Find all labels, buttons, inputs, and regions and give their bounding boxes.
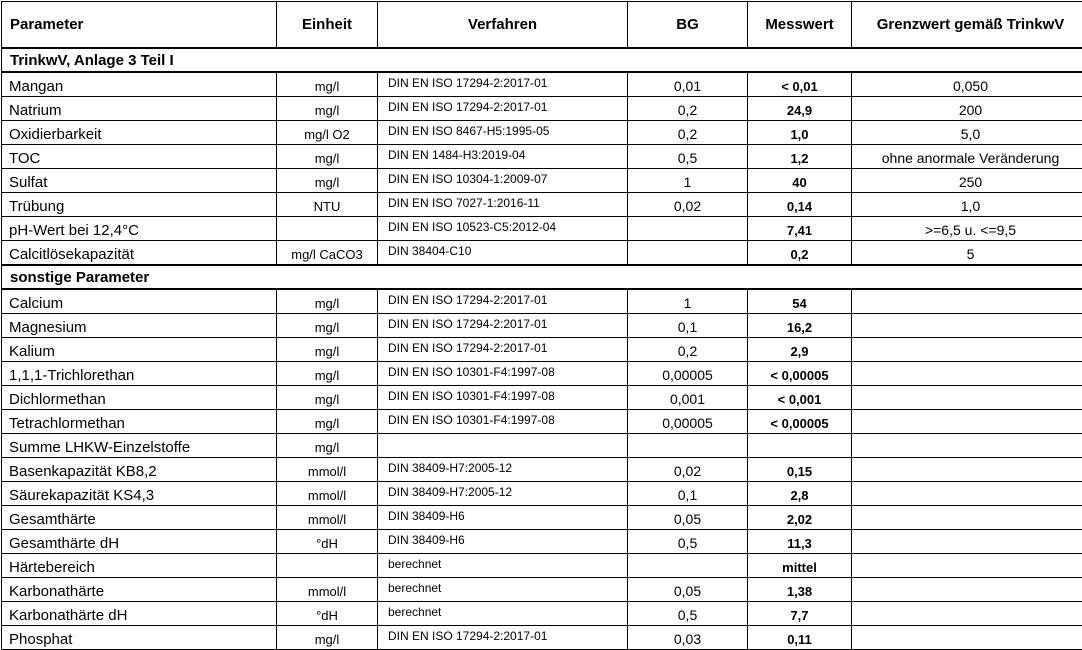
measured-value-cell: 0,11	[748, 626, 852, 650]
parameter-cell: 1,1,1-Trichlorethan	[2, 362, 277, 386]
table-header	[2, 2, 1082, 49]
table-row	[2, 169, 1082, 193]
measured-value-cell: 0,2	[748, 241, 852, 266]
table-row	[2, 578, 1082, 602]
parameter-cell: Säurekapazität KS4,3	[2, 482, 277, 506]
parameter-cell: Trübung	[2, 193, 277, 217]
parameter-cell: Kalium	[2, 338, 277, 362]
bg-cell	[628, 434, 748, 458]
bg-cell: 0,02	[628, 193, 748, 217]
method-cell: DIN 38409-H6	[378, 506, 628, 530]
parameter-cell: Phosphat	[2, 626, 277, 650]
measured-value-cell: 0,15	[748, 458, 852, 482]
unit-cell: mg/l	[277, 434, 378, 458]
table-row	[2, 554, 1082, 578]
table-row	[2, 434, 1082, 458]
method-cell: DIN EN ISO 10301-F4:1997-08	[378, 386, 628, 410]
method-cell: berechnet	[378, 602, 628, 626]
header-row	[2, 2, 1082, 49]
parameter-cell: Gesamthärte dH	[2, 530, 277, 554]
method-cell: DIN 38409-H6	[378, 530, 628, 554]
unit-cell: mmol/l	[277, 506, 378, 530]
measured-value-cell: < 0,01	[748, 72, 852, 97]
bg-cell: 0,5	[628, 530, 748, 554]
unit-cell: mg/l	[277, 97, 378, 121]
parameter-cell: pH-Wert bei 12,4°C	[2, 217, 277, 241]
unit-cell: mg/l	[277, 314, 378, 338]
bg-cell: 0,05	[628, 578, 748, 602]
table-row	[2, 362, 1082, 386]
method-cell: DIN EN ISO 8467-H5:1995-05	[378, 121, 628, 145]
method-cell: DIN EN ISO 17294-2:2017-01	[378, 626, 628, 650]
parameter-cell: Karbonathärte dH	[2, 602, 277, 626]
measured-value-cell: 0,14	[748, 193, 852, 217]
table-row	[2, 193, 1082, 217]
bg-cell: 0,02	[628, 458, 748, 482]
header-parameter: Parameter	[2, 2, 277, 49]
measured-value-cell: 1,0	[748, 121, 852, 145]
bg-cell: 0,2	[628, 338, 748, 362]
measured-value-cell: 40	[748, 169, 852, 193]
section-title: TrinkwV, Anlage 3 Teil I	[2, 48, 1082, 72]
limit-value-cell: >=6,5 u. <=9,5	[852, 217, 1082, 241]
analysis-results-table	[1, 1, 1082, 650]
header-method: Verfahren	[378, 2, 628, 49]
table-row	[2, 386, 1082, 410]
table-row	[2, 289, 1082, 314]
measured-value-cell: mittel	[748, 554, 852, 578]
table-row	[2, 410, 1082, 434]
table-row	[2, 530, 1082, 554]
unit-cell: °dH	[277, 530, 378, 554]
unit-cell: mg/l	[277, 289, 378, 314]
unit-cell: mg/l O2	[277, 121, 378, 145]
measured-value-cell: 2,02	[748, 506, 852, 530]
limit-value-cell	[852, 434, 1082, 458]
limit-value-cell	[852, 530, 1082, 554]
unit-cell	[277, 217, 378, 241]
unit-cell: mg/l CaCO3	[277, 241, 378, 266]
limit-value-cell	[852, 482, 1082, 506]
method-cell: DIN EN ISO 17294-2:2017-01	[378, 72, 628, 97]
table-row	[2, 338, 1082, 362]
unit-cell: mg/l	[277, 386, 378, 410]
bg-cell: 0,5	[628, 145, 748, 169]
method-cell: DIN 38409-H7:2005-12	[378, 458, 628, 482]
limit-value-cell: 5,0	[852, 121, 1082, 145]
table-body	[2, 48, 1082, 650]
unit-cell: mmol/l	[277, 578, 378, 602]
header-unit: Einheit	[277, 2, 378, 49]
unit-cell: mg/l	[277, 72, 378, 97]
method-cell: DIN EN ISO 17294-2:2017-01	[378, 97, 628, 121]
unit-cell: mg/l	[277, 626, 378, 650]
bg-cell: 0,5	[628, 602, 748, 626]
parameter-cell: Härtebereich	[2, 554, 277, 578]
limit-value-cell: 5	[852, 241, 1082, 266]
unit-cell: mg/l	[277, 362, 378, 386]
method-cell: DIN EN 1484-H3:2019-04	[378, 145, 628, 169]
table-row	[2, 97, 1082, 121]
limit-value-cell	[852, 506, 1082, 530]
measured-value-cell: 1,2	[748, 145, 852, 169]
method-cell: DIN EN ISO 7027-1:2016-11	[378, 193, 628, 217]
unit-cell: mmol/l	[277, 482, 378, 506]
limit-value-cell	[852, 578, 1082, 602]
table-row	[2, 217, 1082, 241]
limit-value-cell: ohne anormale Veränderung	[852, 145, 1082, 169]
method-cell: DIN EN ISO 17294-2:2017-01	[378, 338, 628, 362]
limit-value-cell	[852, 626, 1082, 650]
measured-value-cell: 24,9	[748, 97, 852, 121]
limit-value-cell	[852, 362, 1082, 386]
measured-value-cell: 7,7	[748, 602, 852, 626]
bg-cell: 0,01	[628, 72, 748, 97]
unit-cell: mg/l	[277, 169, 378, 193]
bg-cell	[628, 217, 748, 241]
measured-value-cell: 54	[748, 289, 852, 314]
parameter-cell: Karbonathärte	[2, 578, 277, 602]
section-header-row	[2, 48, 1082, 72]
section-header-row	[2, 265, 1082, 289]
measured-value-cell: 11,3	[748, 530, 852, 554]
limit-value-cell	[852, 602, 1082, 626]
measured-value-cell	[748, 434, 852, 458]
parameter-cell: TOC	[2, 145, 277, 169]
bg-cell	[628, 241, 748, 266]
parameter-cell: Dichlormethan	[2, 386, 277, 410]
table-row	[2, 145, 1082, 169]
limit-value-cell	[852, 554, 1082, 578]
header-value: Messwert	[748, 2, 852, 49]
unit-cell: °dH	[277, 602, 378, 626]
limit-value-cell	[852, 458, 1082, 482]
parameter-cell: Basenkapazität KB8,2	[2, 458, 277, 482]
method-cell: DIN EN ISO 10301-F4:1997-08	[378, 362, 628, 386]
method-cell: DIN 38404-C10	[378, 241, 628, 266]
unit-cell: mmol/l	[277, 458, 378, 482]
measured-value-cell: 16,2	[748, 314, 852, 338]
measured-value-cell: < 0,001	[748, 386, 852, 410]
limit-value-cell	[852, 338, 1082, 362]
parameter-cell: Gesamthärte	[2, 506, 277, 530]
header-limit: Grenzwert gemäß TrinkwV	[852, 2, 1082, 49]
method-cell: berechnet	[378, 554, 628, 578]
measured-value-cell: < 0,00005	[748, 362, 852, 386]
limit-value-cell: 250	[852, 169, 1082, 193]
method-cell: DIN EN ISO 10523-C5:2012-04	[378, 217, 628, 241]
unit-cell	[277, 554, 378, 578]
bg-cell: 0,00005	[628, 362, 748, 386]
table-row	[2, 626, 1082, 650]
table-row	[2, 121, 1082, 145]
measured-value-cell: < 0,00005	[748, 410, 852, 434]
table-row	[2, 458, 1082, 482]
table-row	[2, 506, 1082, 530]
parameter-cell: Mangan	[2, 72, 277, 97]
unit-cell: mg/l	[277, 145, 378, 169]
bg-cell: 0,2	[628, 121, 748, 145]
table-row	[2, 482, 1082, 506]
limit-value-cell: 1,0	[852, 193, 1082, 217]
parameter-cell: Tetrachlormethan	[2, 410, 277, 434]
unit-cell: NTU	[277, 193, 378, 217]
parameter-cell: Summe LHKW-Einzelstoffe	[2, 434, 277, 458]
parameter-cell: Natrium	[2, 97, 277, 121]
bg-cell: 0,001	[628, 386, 748, 410]
method-cell: DIN EN ISO 17294-2:2017-01	[378, 314, 628, 338]
bg-cell: 1	[628, 289, 748, 314]
table-row	[2, 241, 1082, 266]
unit-cell: mg/l	[277, 410, 378, 434]
measured-value-cell: 2,8	[748, 482, 852, 506]
limit-value-cell	[852, 314, 1082, 338]
method-cell: DIN EN ISO 10304-1:2009-07	[378, 169, 628, 193]
bg-cell: 0,03	[628, 626, 748, 650]
parameter-cell: Calcium	[2, 289, 277, 314]
measured-value-cell: 7,41	[748, 217, 852, 241]
bg-cell: 0,2	[628, 97, 748, 121]
table-row	[2, 602, 1082, 626]
table-row	[2, 314, 1082, 338]
limit-value-cell	[852, 410, 1082, 434]
bg-cell: 0,1	[628, 482, 748, 506]
parameter-cell: Oxidierbarkeit	[2, 121, 277, 145]
bg-cell: 0,00005	[628, 410, 748, 434]
method-cell: DIN 38409-H7:2005-12	[378, 482, 628, 506]
method-cell	[378, 434, 628, 458]
limit-value-cell	[852, 386, 1082, 410]
measured-value-cell: 2,9	[748, 338, 852, 362]
measured-value-cell: 1,38	[748, 578, 852, 602]
bg-cell: 0,1	[628, 314, 748, 338]
method-cell: DIN EN ISO 17294-2:2017-01	[378, 289, 628, 314]
method-cell: DIN EN ISO 10301-F4:1997-08	[378, 410, 628, 434]
limit-value-cell	[852, 289, 1082, 314]
parameter-cell: Sulfat	[2, 169, 277, 193]
method-cell: berechnet	[378, 578, 628, 602]
limit-value-cell: 0,050	[852, 72, 1082, 97]
bg-cell	[628, 554, 748, 578]
parameter-cell: Magnesium	[2, 314, 277, 338]
header-bg: BG	[628, 2, 748, 49]
bg-cell: 0,05	[628, 506, 748, 530]
section-title: sonstige Parameter	[2, 265, 1082, 289]
table-row	[2, 72, 1082, 97]
unit-cell: mg/l	[277, 338, 378, 362]
limit-value-cell: 200	[852, 97, 1082, 121]
bg-cell: 1	[628, 169, 748, 193]
parameter-cell: Calcitlösekapazität	[2, 241, 277, 266]
